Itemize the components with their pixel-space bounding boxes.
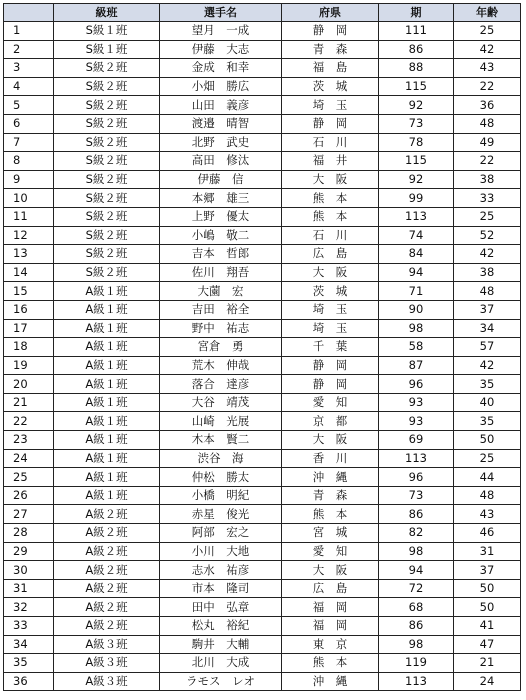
rider-name: 田中 弘章 <box>160 598 282 617</box>
rider-prefecture: 熊 本 <box>282 207 379 226</box>
rider-class: A級１班 <box>54 375 160 394</box>
rider-class: S級２班 <box>54 207 160 226</box>
rider-class: A級１班 <box>54 300 160 319</box>
rider-prefecture: 熊 本 <box>282 654 379 673</box>
rider-prefecture: 埼 玉 <box>282 96 379 115</box>
rider-prefecture: 青 森 <box>282 40 379 59</box>
rider-prefecture: 福 井 <box>282 152 379 171</box>
rider-age: 50 <box>454 579 521 598</box>
rider-term: 93 <box>379 412 454 431</box>
row-number: 28 <box>4 524 54 543</box>
row-number: 8 <box>4 152 54 171</box>
rider-prefecture: 福 岡 <box>282 598 379 617</box>
table-row <box>4 431 521 450</box>
rider-age: 43 <box>454 505 521 524</box>
rider-class: S級２班 <box>54 77 160 96</box>
rider-term: 84 <box>379 245 454 264</box>
header-rider-name: 選手名 <box>160 4 282 22</box>
row-number: 23 <box>4 431 54 450</box>
table-row <box>4 486 521 505</box>
rider-name: 高田 修汰 <box>160 152 282 171</box>
rider-prefecture: 千 葉 <box>282 338 379 357</box>
rider-age: 50 <box>454 431 521 450</box>
table-row <box>4 319 521 338</box>
row-number: 29 <box>4 542 54 561</box>
rider-class: S級２班 <box>54 170 160 189</box>
rider-age: 35 <box>454 412 521 431</box>
rider-name: 小畑 勝広 <box>160 77 282 96</box>
rider-class: S級１班 <box>54 40 160 59</box>
rider-class: A級１班 <box>54 393 160 412</box>
rider-age: 25 <box>454 449 521 468</box>
header-row <box>4 4 521 22</box>
rider-age: 35 <box>454 375 521 394</box>
header-class: 級班 <box>54 4 160 22</box>
table-row <box>4 375 521 394</box>
rider-term: 111 <box>379 22 454 41</box>
rider-class: A級２班 <box>54 561 160 580</box>
row-number: 20 <box>4 375 54 394</box>
rider-prefecture: 静 岡 <box>282 114 379 133</box>
rider-name: 宮倉 勇 <box>160 338 282 357</box>
rider-term: 74 <box>379 226 454 245</box>
rider-age: 48 <box>454 114 521 133</box>
header-prefecture: 府県 <box>282 4 379 22</box>
rider-roster-sheet <box>3 3 520 691</box>
rider-name: ラモス レオ <box>160 672 282 691</box>
table-row <box>4 449 521 468</box>
rider-prefecture: 大 阪 <box>282 263 379 282</box>
rider-name: 小嶋 敬二 <box>160 226 282 245</box>
row-number: 24 <box>4 449 54 468</box>
rider-term: 93 <box>379 393 454 412</box>
rider-class: S級２班 <box>54 96 160 115</box>
table-row <box>4 263 521 282</box>
rider-term: 98 <box>379 319 454 338</box>
row-number: 22 <box>4 412 54 431</box>
table-row <box>4 207 521 226</box>
rider-term: 71 <box>379 282 454 301</box>
rider-name: 上野 優太 <box>160 207 282 226</box>
rider-term: 87 <box>379 356 454 375</box>
rider-class: A級１班 <box>54 412 160 431</box>
rider-class: S級２班 <box>54 226 160 245</box>
table-row <box>4 133 521 152</box>
rider-prefecture: 愛 知 <box>282 542 379 561</box>
rider-age: 25 <box>454 22 521 41</box>
rider-prefecture: 愛 知 <box>282 393 379 412</box>
rider-term: 98 <box>379 635 454 654</box>
rider-term: 82 <box>379 524 454 543</box>
table-row <box>4 524 521 543</box>
row-number: 31 <box>4 579 54 598</box>
rider-age: 42 <box>454 356 521 375</box>
rider-name: 駒井 大輔 <box>160 635 282 654</box>
rider-name: 佐川 翔吾 <box>160 263 282 282</box>
rider-age: 49 <box>454 133 521 152</box>
rider-name: 渡邉 晴智 <box>160 114 282 133</box>
rider-term: 68 <box>379 598 454 617</box>
rider-class: S級２班 <box>54 245 160 264</box>
rider-prefecture: 大 阪 <box>282 561 379 580</box>
table-row <box>4 412 521 431</box>
table-row <box>4 542 521 561</box>
rider-name: 落合 達彦 <box>160 375 282 394</box>
table-row <box>4 561 521 580</box>
rider-class: S級２班 <box>54 59 160 78</box>
table-row <box>4 170 521 189</box>
row-number: 17 <box>4 319 54 338</box>
row-number: 15 <box>4 282 54 301</box>
rider-term: 94 <box>379 263 454 282</box>
rider-name: 伊藤 信 <box>160 170 282 189</box>
row-number: 10 <box>4 189 54 208</box>
table-row <box>4 598 521 617</box>
rider-prefecture: 静 岡 <box>282 356 379 375</box>
rider-age: 57 <box>454 338 521 357</box>
table-row <box>4 59 521 78</box>
rider-prefecture: 埼 玉 <box>282 300 379 319</box>
rider-term: 115 <box>379 152 454 171</box>
row-number: 21 <box>4 393 54 412</box>
row-number: 12 <box>4 226 54 245</box>
rider-class: A級１班 <box>54 338 160 357</box>
rider-prefecture: 石 川 <box>282 133 379 152</box>
rider-age: 44 <box>454 468 521 487</box>
row-number: 27 <box>4 505 54 524</box>
table-row <box>4 393 521 412</box>
rider-class: S級２班 <box>54 263 160 282</box>
rider-class: S級２班 <box>54 152 160 171</box>
row-number: 11 <box>4 207 54 226</box>
table-row <box>4 300 521 319</box>
rider-term: 73 <box>379 486 454 505</box>
rider-term: 72 <box>379 579 454 598</box>
rider-prefecture: 熊 本 <box>282 189 379 208</box>
rider-name: 野中 祐志 <box>160 319 282 338</box>
rider-class: A級３班 <box>54 635 160 654</box>
rider-prefecture: 東 京 <box>282 635 379 654</box>
row-number: 18 <box>4 338 54 357</box>
rider-class: A級１班 <box>54 282 160 301</box>
rider-prefecture: 埼 玉 <box>282 319 379 338</box>
rider-prefecture: 宮 城 <box>282 524 379 543</box>
row-number: 14 <box>4 263 54 282</box>
rider-term: 86 <box>379 505 454 524</box>
rider-class: A級２班 <box>54 598 160 617</box>
rider-prefecture: 青 森 <box>282 486 379 505</box>
rider-prefecture: 広 島 <box>282 245 379 264</box>
rider-name: 望月 一成 <box>160 22 282 41</box>
row-number: 5 <box>4 96 54 115</box>
rider-term: 92 <box>379 170 454 189</box>
row-number: 26 <box>4 486 54 505</box>
rider-class: A級１班 <box>54 486 160 505</box>
table-row <box>4 672 521 691</box>
rider-age: 37 <box>454 300 521 319</box>
rider-age: 25 <box>454 207 521 226</box>
rider-roster-table <box>3 3 521 691</box>
rider-age: 42 <box>454 40 521 59</box>
rider-term: 96 <box>379 468 454 487</box>
rider-age: 48 <box>454 486 521 505</box>
rider-name: 本郷 雄三 <box>160 189 282 208</box>
rider-age: 43 <box>454 59 521 78</box>
rider-age: 46 <box>454 524 521 543</box>
table-row <box>4 40 521 59</box>
rider-prefecture: 茨 城 <box>282 282 379 301</box>
table-row <box>4 77 521 96</box>
rider-age: 48 <box>454 282 521 301</box>
rider-term: 113 <box>379 207 454 226</box>
rider-name: 北川 大成 <box>160 654 282 673</box>
rider-prefecture: 石 川 <box>282 226 379 245</box>
rider-name: 山崎 光展 <box>160 412 282 431</box>
header-age: 年齢 <box>454 4 521 22</box>
rider-age: 40 <box>454 393 521 412</box>
header-term: 期 <box>379 4 454 22</box>
rider-age: 34 <box>454 319 521 338</box>
rider-name: 吉本 哲郎 <box>160 245 282 264</box>
rider-prefecture: 京 都 <box>282 412 379 431</box>
table-row <box>4 226 521 245</box>
table-row <box>4 245 521 264</box>
rider-term: 98 <box>379 542 454 561</box>
rider-term: 58 <box>379 338 454 357</box>
rider-term: 69 <box>379 431 454 450</box>
rider-term: 96 <box>379 375 454 394</box>
row-number: 33 <box>4 617 54 636</box>
rider-prefecture: 福 岡 <box>282 617 379 636</box>
rider-name: 志水 祐彦 <box>160 561 282 580</box>
rider-prefecture: 静 岡 <box>282 375 379 394</box>
rider-prefecture: 大 阪 <box>282 170 379 189</box>
rider-name: 荒木 伸哉 <box>160 356 282 375</box>
rider-age: 22 <box>454 152 521 171</box>
table-row <box>4 114 521 133</box>
rider-class: S級２班 <box>54 189 160 208</box>
rider-name: 小橋 明紀 <box>160 486 282 505</box>
rider-age: 47 <box>454 635 521 654</box>
rider-prefecture: 広 島 <box>282 579 379 598</box>
row-number: 13 <box>4 245 54 264</box>
rider-class: S級１班 <box>54 22 160 41</box>
rider-age: 38 <box>454 170 521 189</box>
rider-prefecture: 静 岡 <box>282 22 379 41</box>
rider-prefecture: 沖 縄 <box>282 468 379 487</box>
rider-class: A級１班 <box>54 356 160 375</box>
rider-term: 99 <box>379 189 454 208</box>
rider-name: 木本 賢二 <box>160 431 282 450</box>
row-number: 6 <box>4 114 54 133</box>
rider-term: 92 <box>379 96 454 115</box>
table-row <box>4 579 521 598</box>
rider-name: 伊藤 大志 <box>160 40 282 59</box>
rider-term: 113 <box>379 449 454 468</box>
rider-age: 50 <box>454 598 521 617</box>
row-number: 7 <box>4 133 54 152</box>
rider-term: 90 <box>379 300 454 319</box>
rider-name: 仲松 勝太 <box>160 468 282 487</box>
rider-prefecture: 茨 城 <box>282 77 379 96</box>
rider-class: A級３班 <box>54 672 160 691</box>
rider-term: 86 <box>379 40 454 59</box>
rider-class: A級２班 <box>54 617 160 636</box>
row-number: 25 <box>4 468 54 487</box>
table-row <box>4 505 521 524</box>
rider-age: 21 <box>454 654 521 673</box>
rider-age: 36 <box>454 96 521 115</box>
rider-class: A級３班 <box>54 654 160 673</box>
row-number: 9 <box>4 170 54 189</box>
table-row <box>4 338 521 357</box>
rider-prefecture: 大 阪 <box>282 431 379 450</box>
rider-class: A級２班 <box>54 524 160 543</box>
rider-term: 115 <box>379 77 454 96</box>
table-row <box>4 356 521 375</box>
table-row <box>4 654 521 673</box>
rider-prefecture: 熊 本 <box>282 505 379 524</box>
rider-class: A級１班 <box>54 468 160 487</box>
rider-term: 94 <box>379 561 454 580</box>
table-row <box>4 617 521 636</box>
rider-name: 松丸 裕紀 <box>160 617 282 636</box>
row-number: 2 <box>4 40 54 59</box>
rider-name: 阿部 宏之 <box>160 524 282 543</box>
table-row <box>4 152 521 171</box>
rider-age: 22 <box>454 77 521 96</box>
rider-prefecture: 香 川 <box>282 449 379 468</box>
rider-age: 42 <box>454 245 521 264</box>
rider-term: 113 <box>379 672 454 691</box>
row-number: 32 <box>4 598 54 617</box>
header-number <box>4 4 54 22</box>
rider-class: A級１班 <box>54 449 160 468</box>
rider-prefecture: 福 島 <box>282 59 379 78</box>
rider-name: 大谷 靖茂 <box>160 393 282 412</box>
row-number: 4 <box>4 77 54 96</box>
rider-age: 24 <box>454 672 521 691</box>
row-number: 16 <box>4 300 54 319</box>
rider-term: 78 <box>379 133 454 152</box>
rider-age: 41 <box>454 617 521 636</box>
table-row <box>4 282 521 301</box>
row-number: 3 <box>4 59 54 78</box>
rider-name: 山田 義彦 <box>160 96 282 115</box>
rider-term: 86 <box>379 617 454 636</box>
rider-class: A級２班 <box>54 579 160 598</box>
row-number: 35 <box>4 654 54 673</box>
rider-class: S級２班 <box>54 114 160 133</box>
table-row <box>4 96 521 115</box>
table-row <box>4 22 521 41</box>
row-number: 19 <box>4 356 54 375</box>
row-number: 30 <box>4 561 54 580</box>
rider-name: 渋谷 海 <box>160 449 282 468</box>
roster-body <box>4 22 521 691</box>
rider-name: 大薗 宏 <box>160 282 282 301</box>
rider-age: 38 <box>454 263 521 282</box>
rider-name: 北野 武史 <box>160 133 282 152</box>
rider-name: 市本 隆司 <box>160 579 282 598</box>
row-number: 34 <box>4 635 54 654</box>
rider-class: A級２班 <box>54 505 160 524</box>
rider-prefecture: 沖 縄 <box>282 672 379 691</box>
table-row <box>4 189 521 208</box>
rider-name: 小川 大地 <box>160 542 282 561</box>
rider-class: A級１班 <box>54 431 160 450</box>
rider-name: 赤星 俊光 <box>160 505 282 524</box>
table-row <box>4 635 521 654</box>
rider-class: A級１班 <box>54 319 160 338</box>
rider-age: 33 <box>454 189 521 208</box>
rider-term: 88 <box>379 59 454 78</box>
rider-class: A級２班 <box>54 542 160 561</box>
row-number: 36 <box>4 672 54 691</box>
rider-class: S級２班 <box>54 133 160 152</box>
table-row <box>4 468 521 487</box>
rider-term: 119 <box>379 654 454 673</box>
row-number: 1 <box>4 22 54 41</box>
rider-name: 吉田 裕全 <box>160 300 282 319</box>
rider-age: 37 <box>454 561 521 580</box>
rider-age: 31 <box>454 542 521 561</box>
rider-age: 52 <box>454 226 521 245</box>
rider-name: 金成 和幸 <box>160 59 282 78</box>
rider-term: 73 <box>379 114 454 133</box>
